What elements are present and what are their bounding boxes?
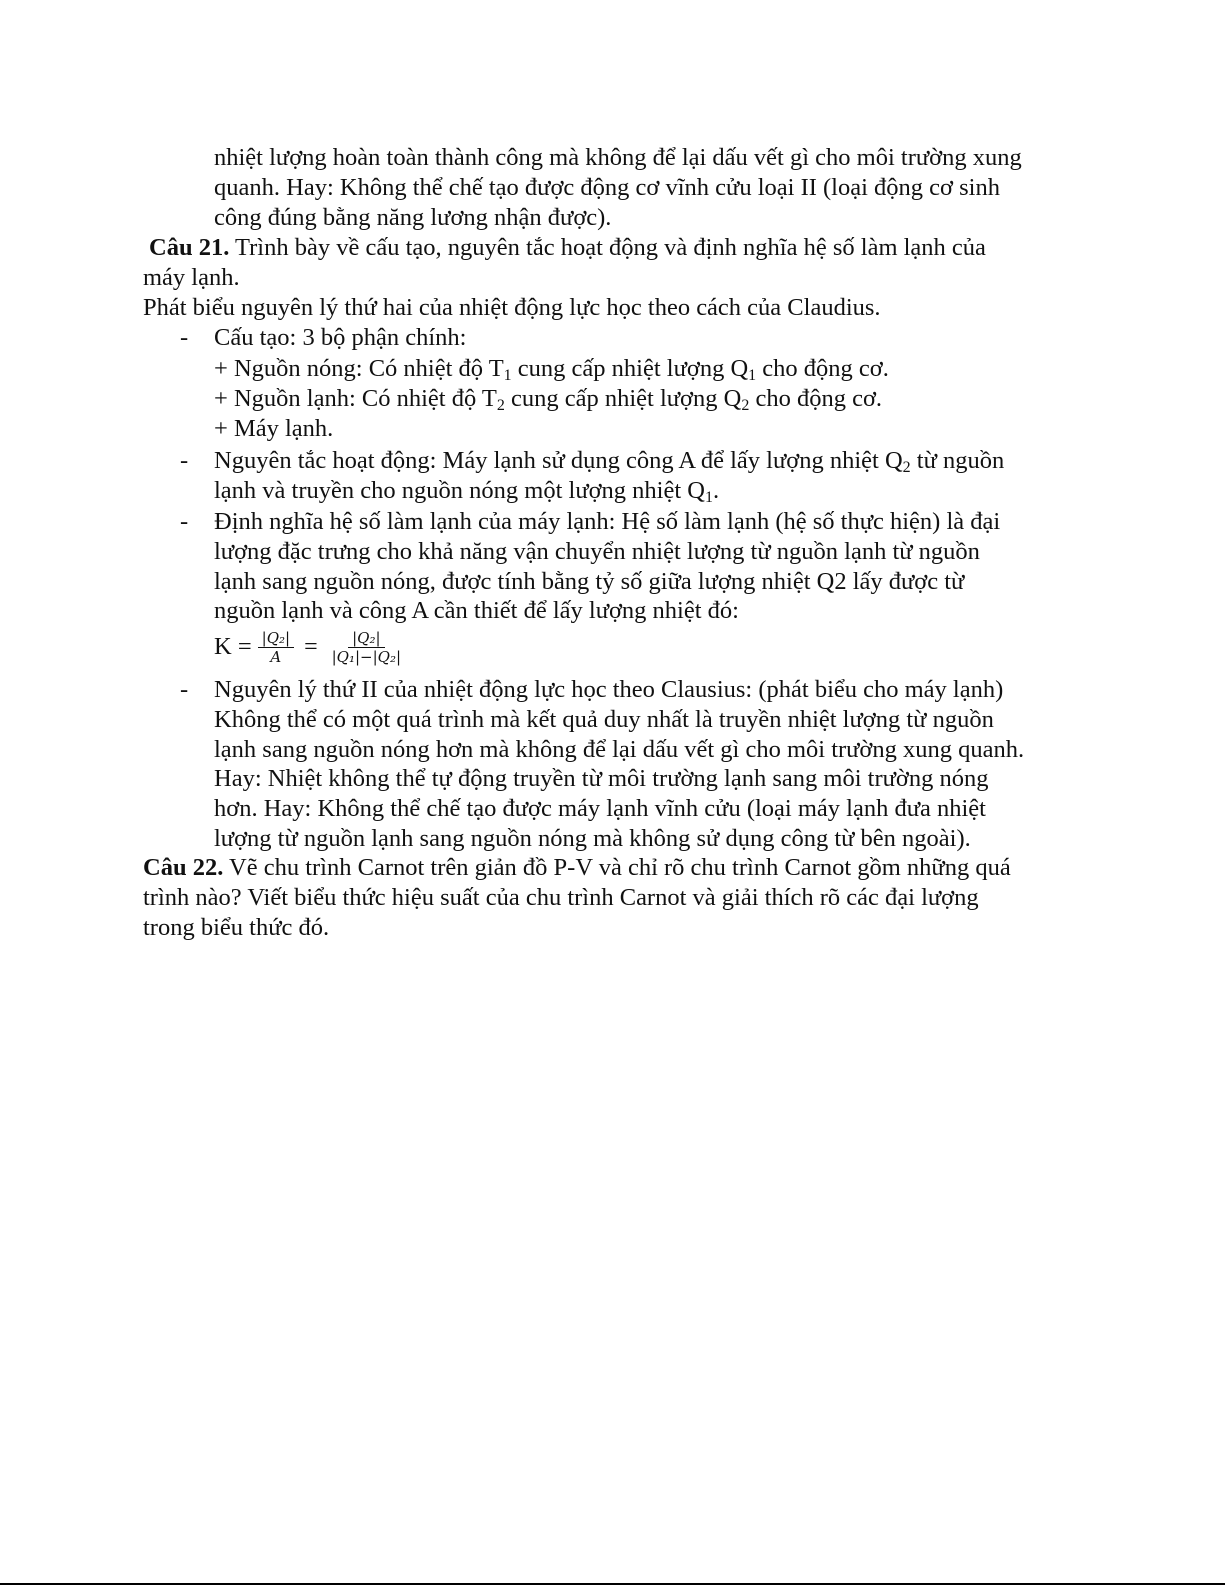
text-line: lạnh sang nguồn nóng hơn mà không để lại dấu vết gì cho môi trường xung quanh. (214, 736, 1025, 763)
text-line: nguồn lạnh và công A cần thiết để lấy lượng nhiệt đó: (214, 597, 739, 624)
text-line: trình nào? Viết biểu thức hiệu suất của chu trình Carnot và giải thích rõ các đại lượng (143, 884, 979, 911)
text-line: Phát biểu nguyên lý thứ hai của nhiệt động lực học theo cách của Claudius. (143, 294, 881, 321)
text-line: công đúng bằng năng lương nhận được). (214, 204, 612, 231)
text-span: cho động cơ. (749, 385, 883, 412)
cooling-coefficient-formula (214, 622, 411, 672)
text-span: cho động cơ. (756, 355, 889, 382)
text-line: lượng từ nguồn lạnh sang nguồn nóng mà không sử dụng công từ bên ngoài). (214, 825, 971, 852)
bullet-dash: - (180, 324, 189, 351)
bullet-dash: - (180, 676, 189, 703)
text-span: từ nguồn (910, 447, 1005, 474)
text-line: Định nghĩa hệ số làm lạnh của máy lạnh: Hệ số làm lạnh (hệ số thực hiện) là đại (214, 508, 1001, 535)
text-line: lạnh sang nguồn nóng, được tính bằng tỷ số giữa lượng nhiệt Q2 lấy được từ (214, 568, 965, 595)
fraction-numerator: |Q₂| (348, 629, 384, 648)
text-span: Nguyên tắc hoạt động: Máy lạnh sử dụng công A để lấy lượng nhiệt Q (214, 447, 903, 474)
fraction (258, 629, 294, 666)
text-line: Không thể có một quá trình mà kết quả duy nhất là truyền nhiệt lượng từ nguồn (214, 706, 994, 733)
question-text: Vẽ chu trình Carnot trên giản đồ P-V và chỉ rõ chu trình Carnot gồm những quá (223, 854, 1011, 881)
question-label: Câu 22. (143, 854, 224, 881)
text-span: cung cấp nhiệt lượng Q (504, 385, 742, 412)
text-line: + Máy lạnh. (214, 415, 334, 442)
fraction (328, 629, 405, 666)
text-line: trong biểu thức đó. (143, 914, 330, 941)
bullet-dash: - (180, 508, 189, 535)
text-line (214, 384, 882, 414)
question-text: Trình bày về cấu tạo, nguyên tắc hoạt động và định nghĩa hệ số làm lạnh của (229, 234, 986, 261)
text-line: Nguyên lý thứ II của nhiệt động lực học theo Clausius: (phát biểu cho máy lạnh) (214, 676, 1004, 703)
text-span: lạnh và truyền cho nguồn nóng một lượng nhiệt Q (214, 477, 705, 504)
text-line (214, 446, 1004, 476)
bullet-dash: - (180, 447, 189, 474)
question-label: Câu 21. (149, 234, 230, 261)
subscript: 2 (741, 397, 750, 414)
text-line: Hay: Nhiệt không thể tự động truyền từ môi trường lạnh sang môi trường nóng (214, 765, 989, 792)
text-line: lượng đặc trưng cho khả năng vận chuyển nhiệt lượng từ nguồn lạnh từ nguồn (214, 538, 980, 565)
subscript: 1 (503, 367, 512, 384)
subscript: 2 (902, 459, 911, 476)
text-span: . (712, 477, 720, 504)
text-span: + Nguồn lạnh: Có nhiệt độ T (214, 385, 497, 412)
text-line: nhiệt lượng hoàn toàn thành công mà không để lại dấu vết gì cho môi trường xung (214, 144, 1022, 171)
equals-sign: = (304, 634, 318, 660)
text-line (214, 354, 889, 384)
fraction-denominator: |Q₁|−|Q₂| (331, 647, 402, 666)
question-22-heading (143, 853, 1011, 883)
text-span: cung cấp nhiệt lượng Q (511, 355, 749, 382)
text-span: + Nguồn nóng: Có nhiệt độ T (214, 355, 504, 382)
text-line: máy lạnh. (143, 264, 240, 291)
text-line: quanh. Hay: Không thể chế tạo được động cơ vĩnh cửu loại II (loại động cơ sinh (214, 174, 1000, 201)
text-line (214, 476, 719, 506)
text-line: Cấu tạo: 3 bộ phận chính: (214, 324, 467, 351)
subscript: 2 (496, 397, 505, 414)
subscript: 1 (704, 489, 713, 506)
formula-lhs: K = (214, 633, 252, 660)
fraction-numerator: |Q₂| (258, 629, 294, 648)
question-21-heading (149, 233, 986, 263)
text-line: hơn. Hay: Không thể chế tạo được máy lạnh vĩnh cửu (loại máy lạnh đưa nhiệt (214, 795, 986, 822)
subscript: 1 (748, 367, 757, 384)
fraction-denominator: A (270, 647, 282, 666)
